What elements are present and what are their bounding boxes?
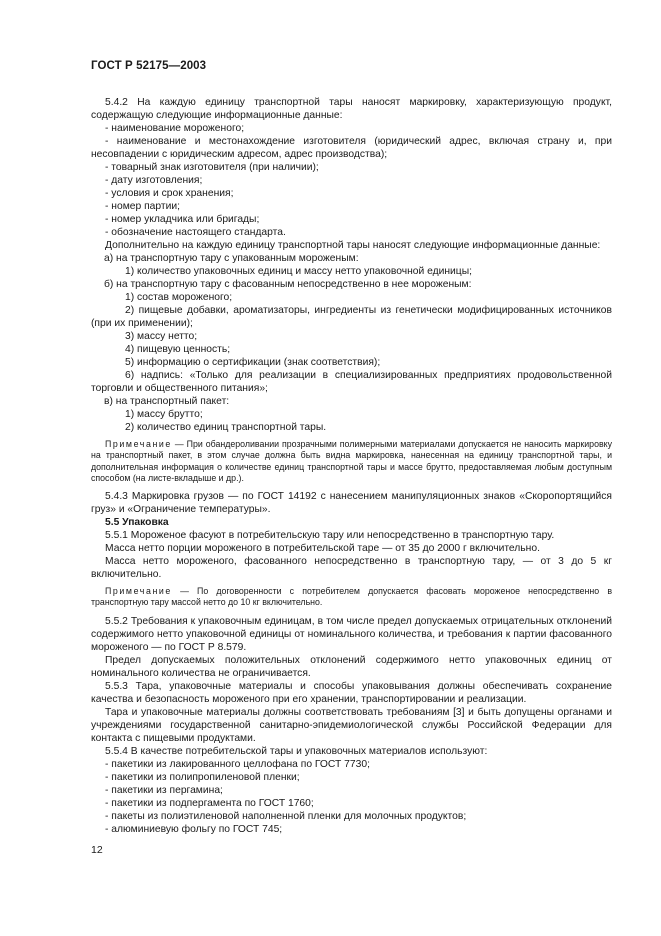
list-item: 2) количество единиц транспортной тары. [125,422,327,433]
note-2 [91,586,612,609]
note-text: — По договоренности с потребителем допускается фасовать мороженое непосредственно в транспортную тару массой нетто до 10 кг включительно. [91,585,612,608]
note-text: — При обандероливании прозрачными полимерными материалами допускается не наносить маркировку на транспортный пакет, в этом случае должна быть видна маркировка, нанесенная на единицу транспортной тары, и дополнительная информация о количестве единиц транспортной тары и массе брутто, предоставляемая любым доступным способом (на листе-вкладыше и др.). [91,439,612,484]
paragraph-mass-portion: Масса нетто порции мороженого в потребительской таре — от 35 до 2000 г включительно. [105,542,540,554]
list-item: - обозначение настоящего стандарта. [105,227,286,238]
paragraph-5-4-2: 5.4.2 На каждую единицу транспортной тары наносят маркировку, характеризующую продукт, содержащую следующие информационные данные: [91,97,612,121]
paragraph-5-5-4: 5.5.4 В качестве потребительской тары и упаковочных материалов используют: [105,746,488,758]
list-item-a: а) на транспортную тару с упакованным мороженым: [104,253,359,264]
note-1 [91,439,612,485]
section-heading-5-5: 5.5 Упаковка [105,516,169,528]
list-item-v: в) на транспортный пакет: [104,396,230,407]
list-item: - пакетики из лакированного целлофана по ГОСТ 7730; [105,759,370,771]
page-number: 12 [91,844,103,856]
list-item: 1) количество упаковочных единиц и массу нетто упаковочной единицы; [125,266,472,277]
list-item: - условия и срок хранения; [105,188,234,199]
list-item: - наименование и местонахождение изготовителя (юридический адрес, включая страну и, при несовпадении с юридическим адресом, адрес производства); [91,136,612,160]
list-item: - товарный знак изготовителя (при наличии); [105,162,319,173]
document-header: ГОСТ Р 52175—2003 [91,60,207,72]
list-item: - номер укладчика или бригады; [105,214,260,225]
note-label: Примечание [105,439,172,449]
page-content [91,96,612,836]
paragraph-5-5-2: 5.5.2 Требования к упаковочным единицам, в том числе предел допускаемых отрицательных отклонений содержимого нетто упаковочной единицы от номинального количества, и требования к партии фасованного мороженого — по ГОСТ Р 8.579. [91,616,612,654]
list-item: - пакетики из полипропиленовой пленки; [105,772,300,784]
paragraph-5-4-3: 5.4.3 Маркировка грузов — по ГОСТ 14192 с нанесением манипуляционных знаков «Скоропортящийся груз» и «Ограничение температуры». [91,490,612,515]
list-item: - пакеты из полиэтиленовой наполненной пленки для молочных продуктов; [105,811,467,823]
list-item: - пакетики из пергамина; [105,785,223,797]
list-item: - пакетики из подпергамента по ГОСТ 1760; [105,798,314,810]
list-item: 1) массу брутто; [125,409,203,420]
list-item: - алюминиевую фольгу по ГОСТ 745; [105,824,283,836]
list-item: - дату изготовления; [105,175,203,186]
note-label: Примечание [105,585,172,596]
list-item: 3) массу нетто; [125,331,198,342]
list-item: 5) информацию о сертификации (знак соответствия); [125,357,381,368]
list-item: - номер партии; [105,201,180,212]
list-item: 6) надпись: «Только для реализации в специализированных предприятиях продовольственной торговли и общественного питания»; [91,370,612,394]
list-item: 4) пищевую ценность; [125,344,231,355]
list-item: - наименование мороженого; [105,123,245,134]
paragraph-mass-bulk: Масса нетто мороженого, фасованного непосредственно в транспортную тару, — от 3 до 5 кг включительно. [91,555,612,580]
list-item: 1) состав мороженого; [125,292,233,303]
list-item: 2) пищевые добавки, ароматизаторы, ингредиенты из генетически модифицированных источников (при их применении); [91,305,612,329]
paragraph-5-5-3: 5.5.3 Тара, упаковочные материалы и способы упаковывания должны обеспечивать сохранение качества и безопасность мороженого при его хранении, транспортировании и реализации. [91,681,612,706]
paragraph-positive: Предел допускаемых положительных отклонений содержимого нетто упаковочных единиц от номинального количества не ограничивается. [91,655,612,680]
paragraph-additional: Дополнительно на каждую единицу транспортной тары наносят следующие информационные данные: [105,240,601,251]
paragraph-5-5-1: 5.5.1 Мороженое фасуют в потребительскую тару или непосредственно в транспортную тару. [105,529,555,541]
paragraph-tara: Тара и упаковочные материалы должны соответствовать требованиям [3] и быть допущены органами и учреждениями государственной санитарно-эпидемиологической службы Российской Федерации для контакта с пищевыми продуктами. [91,707,612,745]
list-item-b: б) на транспортную тару с фасованным непосредственно в нее мороженым: [104,279,472,290]
